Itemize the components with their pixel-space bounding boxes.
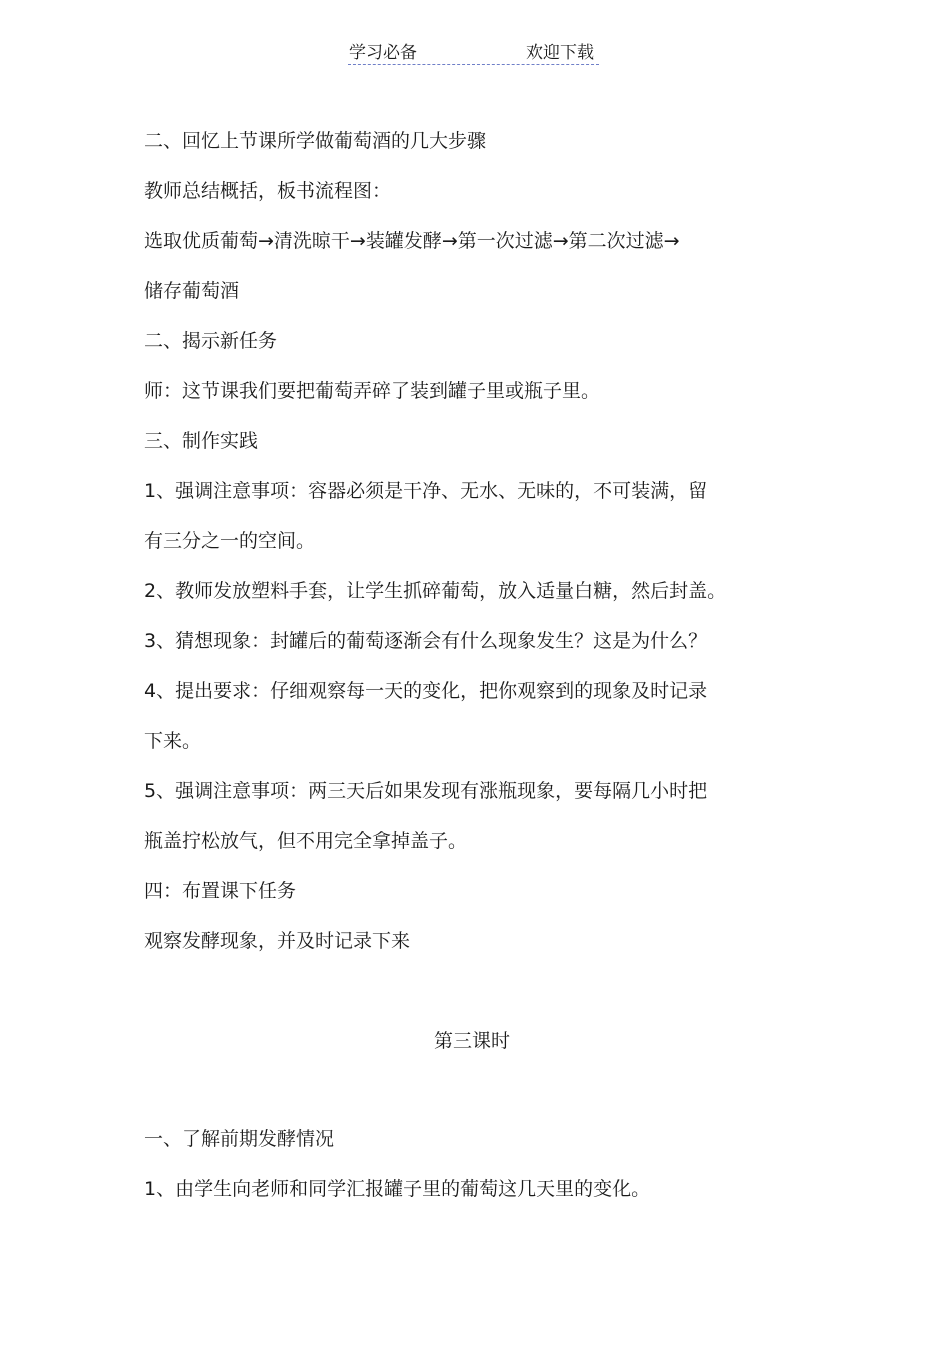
list-item-line: 瓶盖拧松放气，但不用完全拿掉盖子。	[144, 830, 468, 852]
section-heading-fermentation: 一、了解前期发酵情况	[144, 1128, 335, 1150]
section-heading-review: 二、回忆上节课所学做葡萄酒的几大步骤	[144, 130, 487, 152]
section-heading-homework: 四：布置课下任务	[144, 880, 297, 902]
list-item-line: 下来。	[144, 730, 202, 752]
section-heading-practice: 三、制作实践	[144, 430, 259, 452]
flow-chart-line: 选取优质葡萄→清洗晾干→装罐发酵→第一次过滤→第二次过滤→	[144, 230, 680, 252]
section-heading-new-task: 二、揭示新任务	[144, 330, 278, 352]
flow-chart-line: 储存葡萄酒	[144, 280, 240, 302]
header-right-text: 欢迎下载	[526, 43, 594, 63]
spacer	[144, 1072, 794, 1120]
header-left-text: 学习必备	[349, 43, 417, 63]
list-item-line: 5、强调注意事项：两三天后如果发现有涨瓶现象，要每隔几小时把	[144, 780, 708, 802]
list-item-line: 4、提出要求：仔细观察每一天的变化，把你观察到的现象及时记录	[144, 680, 708, 702]
paragraph-line: 观察发酵现象，并及时记录下来	[144, 930, 411, 952]
header-dashed-rule	[348, 64, 599, 65]
document-body	[144, 122, 794, 1220]
list-item-line: 1、强调注意事项：容器必须是干净、无水、无味的，不可装满，留	[144, 480, 708, 502]
list-item-line: 3、猜想现象：封罐后的葡萄逐渐会有什么现象发生？这是为什么？	[144, 630, 708, 652]
page-header	[0, 40, 950, 70]
list-item-line: 2、教师发放塑料手套，让学生抓碎葡萄，放入适量白糖，然后封盖。	[144, 580, 727, 602]
list-item-line: 有三分之一的空间。	[144, 530, 316, 552]
spacer	[144, 972, 794, 1022]
list-item-line: 1、由学生向老师和同学汇报罐子里的葡萄这几天里的变化。	[144, 1178, 651, 1200]
paragraph-line: 教师总结概括，板书流程图：	[144, 180, 392, 202]
lesson-title: 第三课时	[433, 1030, 510, 1052]
paragraph-line: 师：这节课我们要把葡萄弄碎了装到罐子里或瓶子里。	[144, 380, 601, 402]
